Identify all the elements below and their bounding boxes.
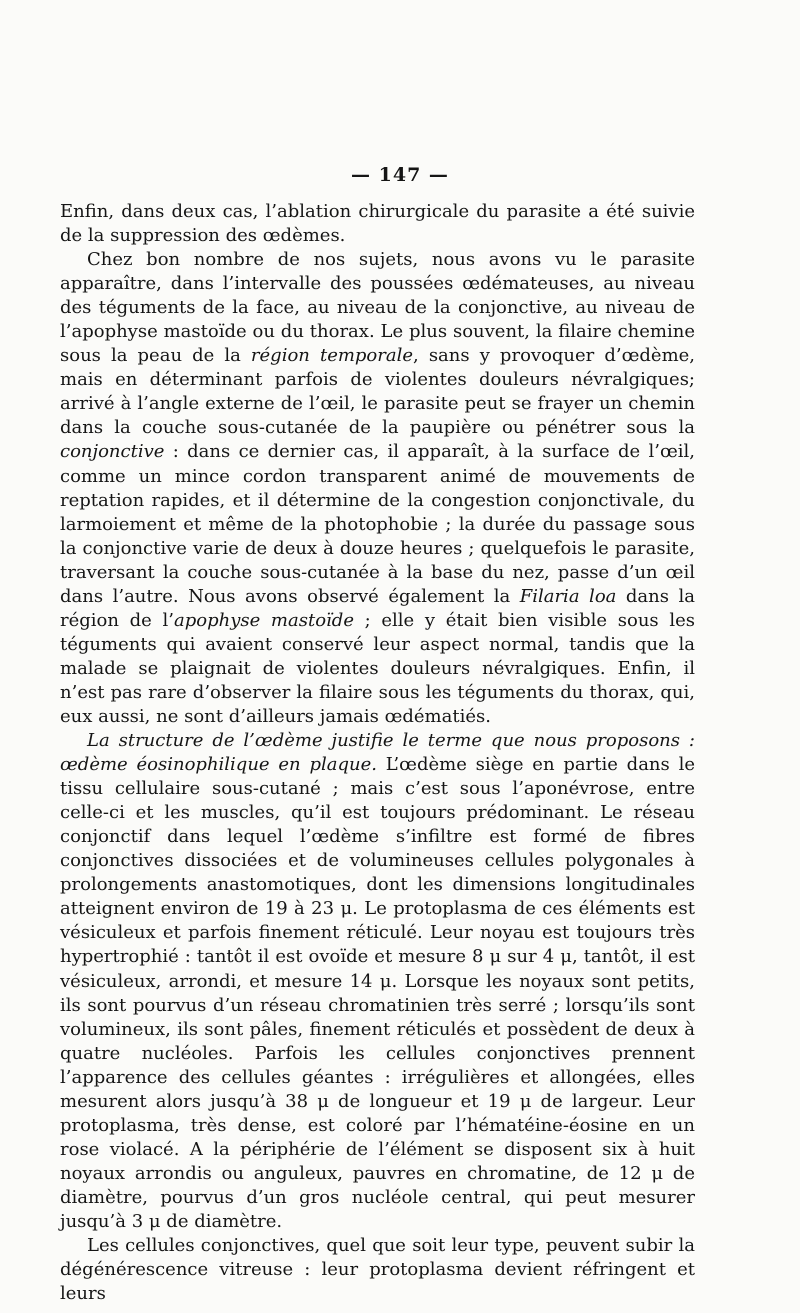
text-run: Les cellules conjonctives, quel que soit leur type, peuvent subir la dégénérescence vitreuse : leur protoplasma devient réfringent et leurs xyxy=(60,1235,695,1305)
body-text xyxy=(60,200,695,1306)
text-run: , sans y provoquer d’œdème, mais en déterminant parfois de violentes douleurs névralgiques; arrivé à l’angle externe de l’œil, le parasite peut se frayer un chemin dans la couche sous-cutanée de la paupière ou pénétrer sous la xyxy=(60,345,696,439)
text-run: Chez bon nombre de nos sujets, nous avons vu le parasite apparaître, dans l’intervalle des poussées œdémateuses, au niveau des téguments de la face, au niveau de la conjonctive, au niveau de l’apophyse mastoïde ou du thorax. Le plus souvent, la filaire chemine sous la peau de la xyxy=(60,249,695,367)
text-run: dans la région de l’ xyxy=(60,585,695,631)
text-run: ; elle y était bien visible sous les téguments qui avaient conservé leur aspect normal, tandis que la malade se plaignait de violentes douleurs névralgiques. Enfin, il n’est pas rare d’observer la filaire sous les téguments du thorax, qui, eux aussi, ne sont d’ailleurs jamais œdématiés. xyxy=(60,609,695,727)
text-run: : dans ce dernier cas, il apparaît, à la surface de l’œil, comme un mince cordon transparent animé de mouvements de reptation rapides, et il détermine de la congestion conjonctivale, du larmoiement et même de la photophobie ; la durée du passage sous la conjonctive varie de deux à douze heures ; quelquefois le parasite, traversant la couche sous-cutanée à la base du nez, passe d’un œil dans l’autre. Nous avons observé également la xyxy=(60,441,695,607)
italic-term: Filaria loa xyxy=(519,585,617,607)
paragraph-2 xyxy=(60,248,695,729)
paragraph-4 xyxy=(60,1234,695,1306)
italic-term: conjonctive xyxy=(60,441,165,463)
paragraph-3 xyxy=(60,729,695,1234)
text-run: Enfin, dans deux cas, l’ablation chirurgicale du parasite a été suivie de la suppression des œdèmes. xyxy=(60,201,695,247)
italic-term: apophyse mastoïde xyxy=(173,609,354,631)
page-number: — 147 — xyxy=(351,164,449,186)
italic-heading: La structure de l’œdème justifie le terme que nous proposons : œdème éosinophilique en plaque. xyxy=(60,730,695,776)
text-run: L’œdème siège en partie dans le tissu cellulaire sous-cutané ; mais c’est sous l’aponévrose, entre celle-ci et les muscles, qu’il est toujours prédominant. Le réseau conjonctif dans lequel l’œdème s’infiltre est formé de fibres conjonctives dissociées et de volumineuses cellules polygonales à prolongements anastomotiques, dont les dimensions longitudinales atteignent environ de 19 à 23 μ. Le protoplasma de ces éléments est vésiculeux et parfois finement réticulé. Leur noyau est toujours très hypertrophié : tantôt il est ovoïde et mesure 8 μ sur 4 μ, tantôt, il est vésiculeux, arrondi, et mesure 14 μ. Lorsque les noyaux sont petits, ils sont pourvus d’un réseau chromatinien très serré ; lorsqu’ils sont volumineux, ils sont pâles, finement réticulés et possèdent de deux à quatre nucléoles. Parfois les cellules conjonctives prennent l’apparence des cellules géantes : irrégulières et allongées, elles mesurent alors jusqu’à 38 μ de longueur et 19 μ de largeur. Leur protoplasma, très dense, est coloré par l’hématéine-éosine en un rose violacé. A la périphérie de l’élément se disposent six à huit noyaux arrondis ou anguleux, pauvres en chromatine, de 12 μ de diamètre, pourvus d’un gros nucléole central, qui peut mesurer jusqu’à 3 μ de diamètre. xyxy=(60,754,695,1232)
paragraph-1 xyxy=(60,200,695,248)
italic-term: région temporale xyxy=(250,345,414,367)
